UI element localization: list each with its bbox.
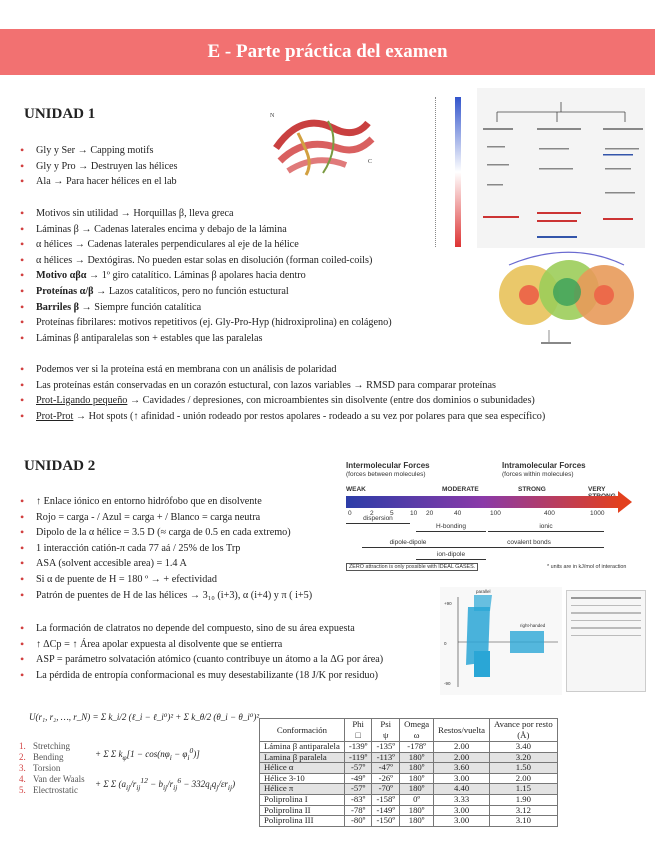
- table-cell: -57º: [344, 784, 372, 795]
- list-item: • α hélices → Cadenas laterales perpendiculares al eje de la hélice: [18, 237, 392, 253]
- page-title: E - Parte práctica del examen: [207, 41, 448, 62]
- list-item: • Patrón de puentes de H de las hélices → 3₁₀ (i+3), α (i+4) y π ( i+5): [18, 588, 312, 604]
- list-item: • ASA (solvent accesible area) = 1.4 A: [18, 556, 312, 572]
- unit2-list-1: [18, 494, 312, 603]
- forcefield-extra-terms: + Σ Σ $k_\varphi[1 - \cos(n\varphi_i - \varphi_i^0)]$ + Σ Σ $(a_{ij}/r_{ij}^{12} - b_{ij}/r_{ij}^6 - 332q_iq_j/\varepsilon r_{ij})$: [95, 746, 236, 792]
- table-cell: Hélice π: [260, 784, 345, 795]
- header-label: Restos/vuelta: [438, 724, 485, 735]
- svg-text:-90: -90: [444, 681, 451, 686]
- helix-hbond-figure: [440, 587, 562, 695]
- svg-text:N: N: [270, 113, 275, 119]
- table-cell: -135º: [372, 742, 400, 753]
- item-lead: Proteínas α/β: [36, 285, 94, 297]
- table-header: [344, 719, 372, 742]
- header-label: Psi: [380, 719, 392, 729]
- header-label: Conformación: [276, 724, 327, 735]
- polarity-scale-figure: [433, 97, 465, 247]
- item-text: → Hot spots (↑ afinidad - unión rodeado por restos apolares - rodeado a su vez por polares para que sea específico): [73, 410, 546, 422]
- table-cell: 180º: [400, 773, 434, 784]
- term-number: 3.: [19, 763, 26, 773]
- forces-range-bar: [416, 559, 486, 560]
- list-item: • Dipolo de la α hélice = 3.5 D (≈ carga de 0.5 en cada extremo): [18, 525, 312, 541]
- table-cell: 180º: [400, 805, 434, 816]
- table-cell: -149º: [372, 805, 400, 816]
- ramachandran-table-figure: [566, 590, 646, 692]
- table-cell: 3.00: [434, 805, 490, 816]
- forces-intra-subtitle: (forces within molecules): [502, 471, 574, 478]
- forces-range-label: dipole-dipole: [389, 539, 427, 546]
- list-item: • α hélices → Dextógiras. No pueden estar solas en disolución (forman coiled-coils): [18, 253, 392, 269]
- term-number: 5.: [19, 785, 26, 795]
- table-cell: Poliprolina I: [260, 794, 345, 805]
- table-cell: 3.12: [489, 805, 557, 816]
- list-item: [18, 268, 392, 284]
- forces-scale-figure: [344, 461, 634, 575]
- table-cell: 180º: [400, 816, 434, 827]
- list-item: [18, 409, 545, 425]
- item-lead: Prot-Prot: [36, 410, 74, 422]
- header-sublabel: □: [355, 730, 361, 740]
- table-row: [260, 784, 558, 795]
- unit2-list-2: [18, 621, 383, 683]
- page-header: [0, 29, 655, 75]
- list-item: • Ala → Para hacer hélices en el lab: [18, 174, 177, 190]
- forces-range-label: H-bonding: [436, 523, 466, 530]
- list-item: • Podemos ver si la proteína está en membrana con un análisis de polaridad: [18, 362, 545, 378]
- forces-scale-label: MODERATE: [442, 486, 479, 493]
- list-item: [18, 393, 545, 409]
- table-cell: 3.40: [489, 742, 557, 753]
- table-cell: -80º: [344, 816, 372, 827]
- table-cell: 3.60: [434, 763, 490, 774]
- forcefield-term: [19, 763, 85, 774]
- table-cell: 3.10: [489, 816, 557, 827]
- table-cell: Lámina β antiparalela: [260, 742, 345, 753]
- table-header: [400, 719, 434, 742]
- forces-tick-label: 40: [454, 510, 462, 517]
- forcefield-term: [19, 774, 85, 785]
- table-cell: Hélice 3-10: [260, 773, 345, 784]
- table-cell: 1.50: [489, 763, 557, 774]
- list-item: [18, 300, 392, 316]
- table-cell: 180º: [400, 784, 434, 795]
- forces-range-label: ion-dipole: [436, 551, 466, 558]
- unit1-list-3: [18, 362, 545, 424]
- table-cell: 2.00: [489, 773, 557, 784]
- list-item: • Láminas β antiparalelas son + estables que las paralelas: [18, 331, 392, 347]
- header-sublabel: ψ: [383, 730, 389, 740]
- list-item: • Si α de puente de H = 180 º → + efectividad: [18, 572, 312, 588]
- svg-text:C: C: [368, 159, 373, 165]
- table-cell: 2.00: [434, 752, 490, 763]
- table-cell: -49º: [344, 773, 372, 784]
- forcefield-terms-list: [19, 741, 85, 796]
- term-label: Bending: [33, 752, 64, 762]
- forcefield-term: [19, 785, 85, 796]
- term-number: 4.: [19, 774, 26, 784]
- table-row: [260, 752, 558, 763]
- list-item: • ASP = parámetro solvatación atómico (cuanto contribuye un átomo a la ΔG por área): [18, 652, 383, 668]
- svg-text:0: 0: [444, 641, 447, 646]
- table-cell: -139º: [344, 742, 372, 753]
- table-cell: -119º: [344, 752, 372, 763]
- item-lead: Prot-Ligando pequeño: [36, 395, 128, 407]
- forcefield-term: [19, 752, 85, 763]
- forces-tick-label: 400: [544, 510, 555, 517]
- forces-scale-label: VERY: [588, 486, 606, 493]
- table-header: [434, 719, 490, 742]
- table-header: [372, 719, 400, 742]
- list-item: • La formación de clatratos no depende del compuesto, sino de su área expuesta: [18, 621, 383, 637]
- header-label: Avance por resto: [493, 719, 553, 729]
- item-text: → Siempre función catalítica: [79, 301, 202, 313]
- table-cell: -70º: [372, 784, 400, 795]
- table-cell: 180º: [400, 763, 434, 774]
- list-item: • La pérdida de entropía conformacional es muy desestabilizante (18 J/K por residuo): [18, 668, 383, 684]
- list-item: • Láminas β → Cadenas laterales encima y debajo de la lámina: [18, 222, 392, 238]
- table-cell: Hélice α: [260, 763, 345, 774]
- list-item: • Gly y Ser → Capping motifs: [18, 143, 177, 159]
- svg-text:right-handed: right-handed: [520, 623, 546, 628]
- forces-inter-subtitle: (forces between molecules): [346, 471, 426, 478]
- header-sublabel: (Å): [517, 730, 530, 740]
- forces-tick-label: 1000: [590, 510, 605, 517]
- table-cell: 0º: [400, 794, 434, 805]
- forces-tick-label: 10: [410, 510, 418, 517]
- list-item: [18, 284, 392, 300]
- table-cell: Poliprolina III: [260, 816, 345, 827]
- structure-flowchart-figure: [477, 88, 645, 248]
- term-number: 1.: [19, 741, 26, 751]
- table-cell: 180º: [400, 752, 434, 763]
- protein-motif-figure: [268, 103, 378, 181]
- item-text: → 1º giro catalítico. Láminas β apolares hacia dentro: [86, 270, 306, 282]
- conformation-table: [259, 718, 558, 827]
- forces-range-bar: [362, 547, 454, 548]
- list-item: • ↑ Enlace iónico en entorno hidrófobo que en disolvente: [18, 494, 312, 510]
- term-label: Van der Waals: [33, 774, 85, 784]
- table-cell: -78º: [344, 805, 372, 816]
- table-cell: 3.00: [434, 816, 490, 827]
- table-cell: 1.15: [489, 784, 557, 795]
- header-label: Omega: [404, 719, 430, 729]
- table-header: [260, 719, 345, 742]
- forces-footer-left: ZERO attraction is only possible with IDEAL GASES.: [346, 563, 478, 571]
- list-item: • Proteínas fibrilares: motivos repetitivos (ej. Gly-Pro-Hyp (hidroxiprolina) en colágeno): [18, 315, 392, 331]
- forces-range-bar: [416, 531, 486, 532]
- item-lead: Motivo αβα: [36, 270, 87, 282]
- item-text: → Lazos catalíticos, pero no función estuctural: [93, 285, 289, 297]
- list-item: • 1 interacción catión-π cada 77 aá / 25% de los Trp: [18, 541, 312, 557]
- table-cell: 2.00: [434, 742, 490, 753]
- unit1-list-1: [18, 143, 177, 190]
- unit1-list-2: [18, 206, 392, 346]
- term-label: Stretching: [33, 741, 70, 751]
- forces-tick-label: 0: [348, 510, 352, 517]
- list-item: • Rojo = carga - / Azul = carga + / Blanco = carga neutra: [18, 510, 312, 526]
- forces-inter-title: Intermolecular Forces: [346, 461, 430, 470]
- forces-scale-label: WEAK: [346, 486, 366, 493]
- forces-tick-label: 5: [390, 510, 394, 517]
- list-item: • Las proteínas están conservadas en un corazón estuctural, con lazos variables → RMSD para comparar proteínas: [18, 378, 545, 394]
- table-row: [260, 773, 558, 784]
- forces-range-bar: [346, 523, 410, 524]
- table-cell: 3.20: [489, 752, 557, 763]
- unit2-title: UNIDAD 2: [24, 458, 96, 474]
- forces-range-bar: [488, 531, 604, 532]
- table-row: [260, 794, 558, 805]
- header-label: Phi: [352, 719, 364, 729]
- forces-range-label: covalent bonds: [507, 539, 551, 546]
- list-item: • Motivos sin utilidad → Horquillas β, lleva greca: [18, 206, 392, 222]
- table-cell: -158º: [372, 794, 400, 805]
- forces-scale-label: STRONG: [518, 486, 546, 493]
- forces-range-bar: [454, 547, 604, 548]
- forces-tick-label: 20: [426, 510, 434, 517]
- table-cell: 4.40: [434, 784, 490, 795]
- table-row: [260, 816, 558, 827]
- table-header: [489, 719, 557, 742]
- domain-interface-figure: [489, 250, 639, 350]
- table-cell: 1.90: [489, 794, 557, 805]
- table-cell: Poliprolina II: [260, 805, 345, 816]
- svg-text:+90: +90: [444, 601, 452, 606]
- forces-intra-title: Intramolecular Forces: [502, 461, 586, 470]
- table-cell: -113º: [372, 752, 400, 763]
- table-cell: -47º: [372, 763, 400, 774]
- forces-tick-label: 100: [490, 510, 501, 517]
- list-item: • ↑ ΔCp = ↑ Área apolar expuesta al disolvente que se entierra: [18, 637, 383, 653]
- table-cell: -83º: [344, 794, 372, 805]
- table-row: [260, 742, 558, 753]
- forces-range-label: ionic: [539, 523, 553, 530]
- list-item: • Gly y Pro → Destruyen las hélices: [18, 159, 177, 175]
- unit1-title: UNIDAD 1: [24, 106, 96, 122]
- forcefield-formula: U(r₁, r₂, …, r_N) = Σ k_i/2 (ℓ_i − ℓ_i⁰)² + Σ k_θ/2 (θ_i − θ_i⁰)²: [29, 712, 260, 722]
- term-label: Electrostatic: [33, 785, 78, 795]
- term-number: 2.: [19, 752, 26, 762]
- table-cell: -178º: [400, 742, 434, 753]
- item-lead: Barriles β: [36, 301, 79, 313]
- table-cell: 3.33: [434, 794, 490, 805]
- item-text: → Cavidades / depresiones, con microambientes sin disolvente (entre dos dominios o subunidades): [127, 395, 535, 407]
- table-cell: Lamina β paralela: [260, 752, 345, 763]
- table-row: [260, 763, 558, 774]
- table-cell: -26º: [372, 773, 400, 784]
- table-row: [260, 805, 558, 816]
- table-cell: -150º: [372, 816, 400, 827]
- table-cell: -57º: [344, 763, 372, 774]
- forces-footer-right: * units are in kJ/mol of interaction: [547, 564, 627, 570]
- forces-range-label: dispersion: [363, 515, 393, 522]
- forcefield-term: [19, 741, 85, 752]
- forces-tick-label: 2: [370, 510, 374, 517]
- svg-text:parallel: parallel: [476, 589, 491, 594]
- table-cell: 3.00: [434, 773, 490, 784]
- term-label: Torsion: [33, 763, 61, 773]
- header-sublabel: ω: [413, 730, 420, 740]
